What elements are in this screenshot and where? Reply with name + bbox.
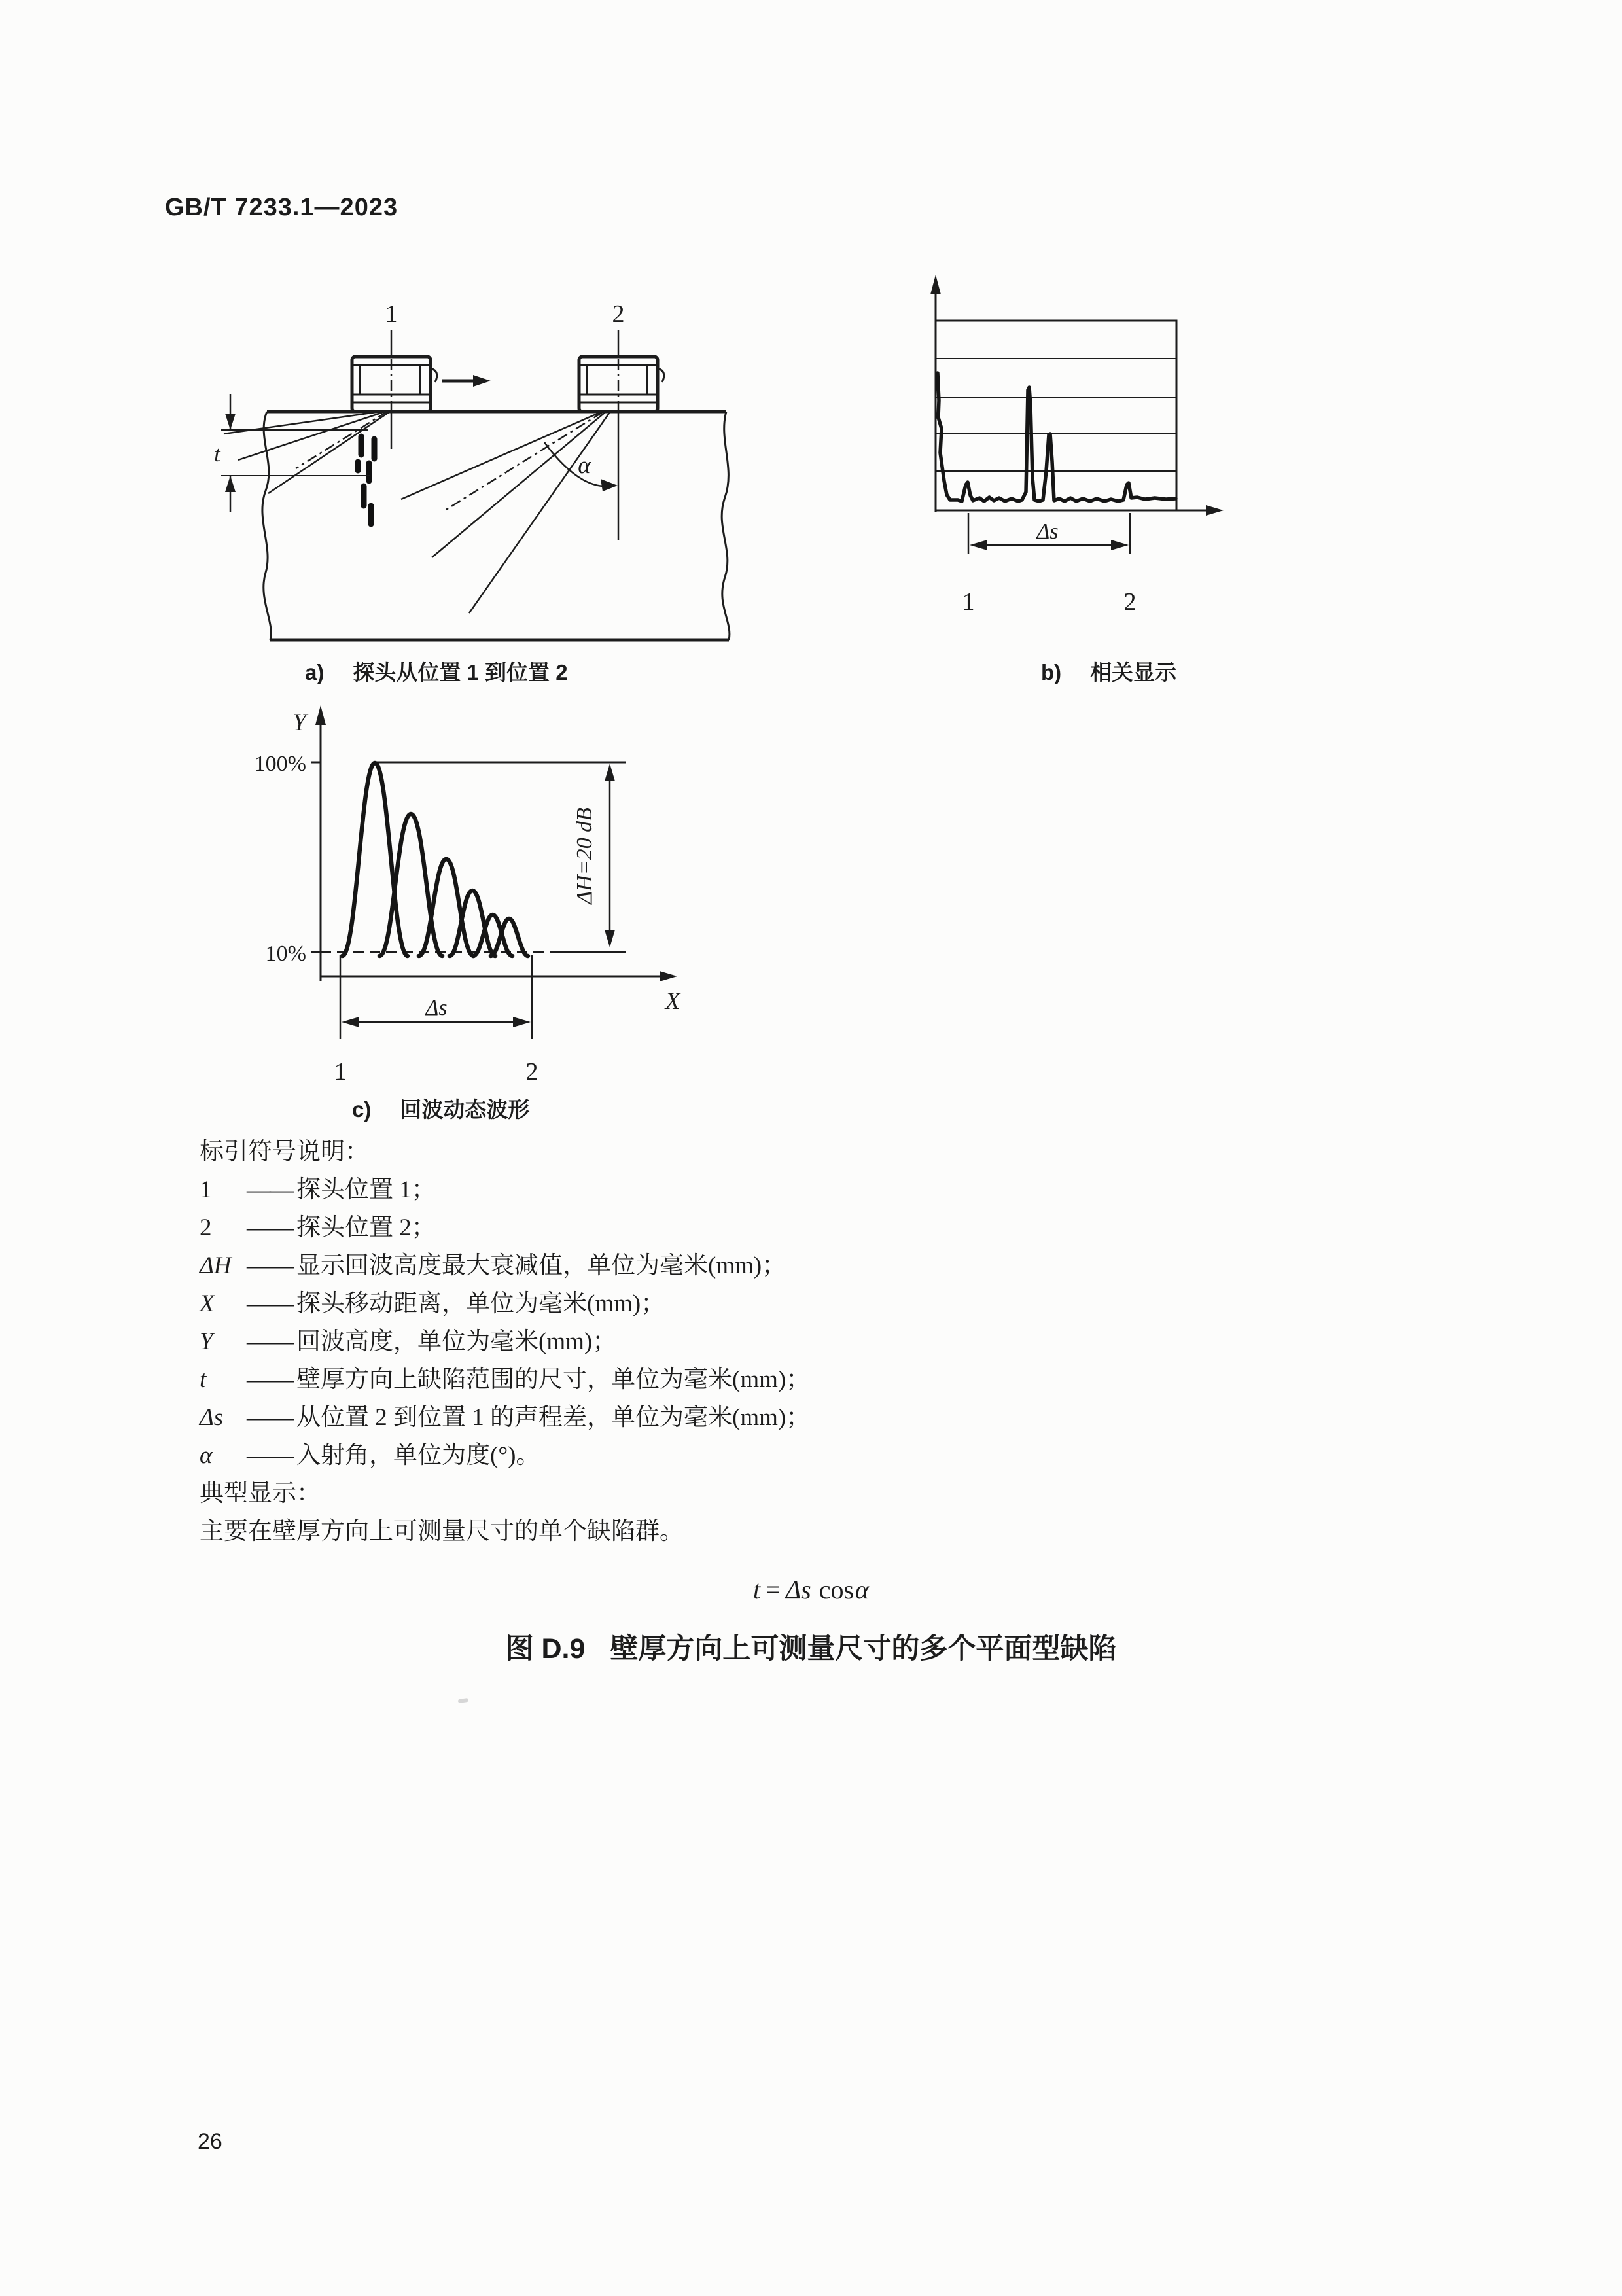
legend-row: [200, 1399, 1181, 1437]
movement-arrow-icon: [473, 375, 491, 387]
probe2: [579, 357, 664, 414]
legend-text: 回波高度，单位为毫米(mm)；: [296, 1328, 617, 1355]
figure-title-number: 图 D.9: [505, 1633, 586, 1665]
legend-dash: ——: [247, 1176, 292, 1203]
b-pos2-label: 2: [1123, 588, 1137, 616]
formula-lhs: t: [752, 1575, 761, 1604]
legend-text: 显示回波高度最大衰减值，单位为毫米(mm)；: [296, 1252, 786, 1279]
legend-symbol: Y: [200, 1328, 213, 1355]
figure-title-text: 壁厚方向上可测量尺寸的多个平面型缺陷: [610, 1633, 1117, 1665]
probe1: [352, 357, 437, 414]
b-y-axis-arrow-icon: [930, 275, 941, 294]
typical-display-heading: 典型显示：: [200, 1480, 321, 1507]
standard-number: GB/T 7233.1—2023: [165, 194, 398, 221]
legend-dash: ——: [247, 1252, 292, 1279]
t-dimension-label: t: [214, 442, 220, 467]
figure-a-diagram: [183, 275, 824, 667]
c-ds-label: Δs: [425, 996, 448, 1020]
probe2-beam-edge: [432, 412, 605, 557]
legend-text: 从位置 2 到位置 1 的声程差，单位为毫米(mm)；: [296, 1404, 811, 1431]
c-pos2-label: 2: [525, 1058, 538, 1086]
t-dim-arrow-icon: [225, 476, 236, 492]
legend-row: [200, 1323, 1181, 1361]
probe2-position-label: 2: [612, 300, 625, 328]
legend-row: [200, 1361, 1181, 1399]
formula: [0, 1574, 1622, 1605]
legend-symbol: t: [200, 1366, 207, 1393]
legend-symbol: Δs: [200, 1404, 224, 1431]
legend-row: [200, 1437, 1181, 1475]
legend-dash: ——: [247, 1442, 292, 1469]
b-pos1-label: 1: [962, 588, 975, 616]
page-number: 26: [198, 2129, 222, 2154]
screen-frame: [936, 321, 1176, 510]
c-y-axis-arrow-icon: [315, 705, 326, 725]
c-100-label: 100%: [254, 752, 306, 776]
legend-text: 入射角，单位为度(°)。: [296, 1442, 540, 1469]
legend-symbol: 1: [200, 1176, 212, 1203]
c-pos1-label: 1: [334, 1058, 347, 1086]
figure-c-caption-text: 回波动态波形: [400, 1097, 530, 1122]
figure-a-caption-prefix: a): [305, 660, 325, 684]
b-ds-arrow-icon: [970, 540, 987, 550]
legend-symbol: ΔH: [200, 1252, 232, 1279]
echo-trace: [938, 373, 1176, 501]
alpha-arc-arrow-icon: [601, 479, 618, 491]
formula-term: Δs: [785, 1575, 811, 1604]
legend-row: [200, 1285, 1181, 1323]
figure-a-caption-text: 探头从位置 1 到位置 2: [353, 660, 568, 684]
legend-symbol: α: [200, 1442, 213, 1469]
dh-arrow-icon: [605, 930, 615, 947]
c-ds-arrow-icon: [513, 1017, 531, 1027]
figure-title: [0, 1627, 1622, 1667]
scan-smudge-mark: [458, 1698, 469, 1703]
c-x-axis-label: X: [665, 988, 680, 1015]
legend-symbol: X: [200, 1290, 215, 1317]
figure-b-diagram: [916, 262, 1256, 628]
legend-row: [200, 1247, 1181, 1285]
figure-c-caption-prefix: c): [352, 1097, 372, 1122]
legend-text: 探头位置 1；: [296, 1176, 436, 1203]
figure-b-caption: [1041, 656, 1176, 686]
figure-b-caption-text: 相关显示: [1090, 660, 1177, 684]
legend-dash: ——: [247, 1214, 292, 1241]
figure-b-caption-prefix: b): [1041, 660, 1062, 684]
formula-function: cos: [819, 1575, 855, 1604]
probe2-beam-edge: [469, 412, 610, 613]
b-ds-arrow-icon: [1111, 540, 1129, 550]
typical-display-text: 主要在壁厚方向上可测量尺寸的单个缺陷群。: [200, 1518, 684, 1545]
t-dim-arrow-icon: [225, 414, 236, 430]
probe2-beam-edge: [401, 412, 601, 499]
alpha-angle-label: α: [578, 452, 591, 479]
legend-text: 探头位置 2；: [296, 1214, 436, 1241]
block-left-break-edge: [262, 412, 271, 640]
c-x-axis-arrow-icon: [660, 971, 677, 981]
b-ds-label: Δs: [1036, 520, 1059, 544]
legend-row: [200, 1171, 1181, 1209]
legend-symbol: 2: [200, 1214, 212, 1241]
symbol-legend: [200, 1133, 1181, 1551]
probe1-position-label: 1: [385, 300, 398, 328]
c-ds-arrow-icon: [342, 1017, 359, 1027]
figure-c-caption: [352, 1093, 529, 1123]
block-right-break-edge: [722, 412, 730, 640]
b-x-axis-arrow-icon: [1206, 505, 1224, 516]
figure-c-diagram: [249, 694, 707, 1094]
formula-equals: =: [766, 1575, 781, 1604]
formula-argument: α: [855, 1575, 870, 1604]
legend-dash: ——: [247, 1366, 292, 1393]
c-10-label: 10%: [265, 942, 306, 966]
legend-heading: 标引符号说明：: [200, 1139, 369, 1165]
legend-text: 探头移动距离，单位为毫米(mm)；: [296, 1290, 665, 1317]
c-y-axis-label: Y: [292, 709, 306, 736]
figure-a-caption: [305, 656, 568, 686]
legend-dash: ——: [247, 1328, 292, 1355]
dh-value-label: ΔH=20 dB: [573, 807, 597, 904]
legend-text: 壁厚方向上缺陷范围的尺寸，单位为毫米(mm)；: [296, 1366, 811, 1393]
legend-dash: ——: [247, 1404, 292, 1431]
dh-arrow-icon: [605, 764, 615, 781]
legend-row: [200, 1209, 1181, 1247]
legend-dash: ——: [247, 1290, 292, 1317]
